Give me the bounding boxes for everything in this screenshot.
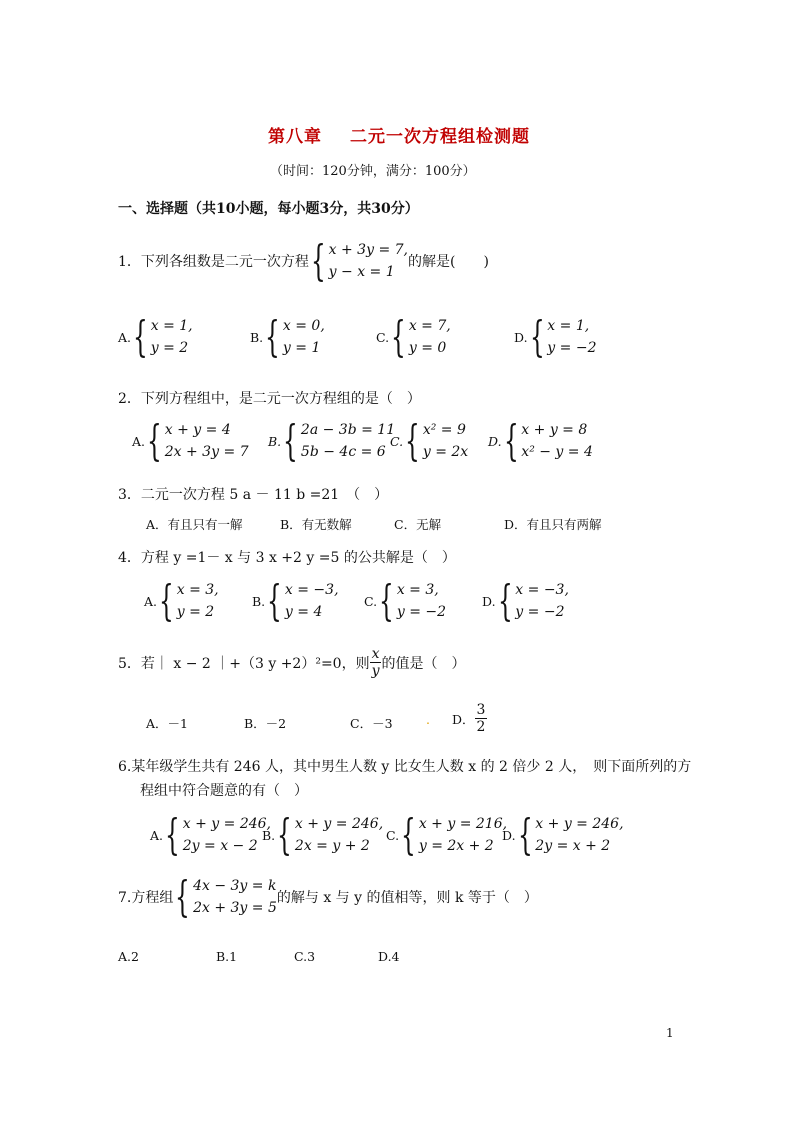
page-number: 1 xyxy=(666,1026,674,1040)
option-row: x = −3, xyxy=(284,582,339,598)
q1-option-a: A. { x = 1, y = 2 xyxy=(118,312,193,361)
option-row: y = −2 xyxy=(547,340,597,356)
option-label: C. xyxy=(386,827,400,843)
q7-eq1: 4x − 3y = k xyxy=(193,878,277,894)
option-row: x² − y = 4 xyxy=(521,444,593,460)
section-heading: 一、选择题（共10小题，每小题3分，共30分） xyxy=(118,201,419,217)
q7-eq2: 2x + 3y = 5 xyxy=(193,900,277,916)
q3-option-b: B．有无数解 xyxy=(280,517,352,532)
q2-option-b: B. { 2a − 3b = 11 5b − 4c = 6 xyxy=(268,416,396,465)
q4-option-a: A. { x = 3, y = 2 xyxy=(144,576,219,625)
option-label: C. xyxy=(376,329,390,345)
question-6-line1: 6.某年级学生共有 246 人，其中男生人数 y 比女生人数 x 的 2 倍少 2 人， 则下面所列的方 xyxy=(118,759,692,775)
q1-option-c: C. { x = 7, y = 0 xyxy=(376,312,451,361)
option-row: x + y = 246, xyxy=(294,816,384,832)
option-row: y = 2x + 2 xyxy=(418,838,494,854)
q1-eq1: x + 3y = 7, xyxy=(328,242,408,258)
option-label: B. xyxy=(262,827,276,843)
q3-option-c: C．无解 xyxy=(394,517,442,532)
option-label: A. xyxy=(132,433,146,449)
question-6-line2: 程组中符合题意的有（ ） xyxy=(140,783,308,799)
option-row: x = 1, xyxy=(547,318,590,334)
option-row: x + y = 246, xyxy=(535,816,624,832)
option-row: 2y = x − 2 xyxy=(182,838,258,854)
q6-option-a: A. { x + y = 246, 2y = x − 2 xyxy=(150,810,271,859)
q5-option-c: C．－3 xyxy=(350,716,393,731)
q7-option-d: D.4 xyxy=(378,949,400,964)
question-7 xyxy=(118,872,538,921)
option-row: y = 2 xyxy=(176,604,215,620)
subtitle: （时间：120分钟，满分：100分） xyxy=(270,164,476,179)
fraction-denominator: y xyxy=(371,663,380,679)
option-row: 2y = x + 2 xyxy=(535,838,611,854)
option-row: x = 7, xyxy=(408,318,451,334)
q4-option-d: D. { x = −3, y = −2 xyxy=(482,576,569,625)
option-label: B. xyxy=(250,329,264,345)
q1-option-d: D. { x = 1, y = −2 xyxy=(514,312,597,361)
option-row: y = 0 xyxy=(408,340,447,356)
q5-stem: 5．若｜ x − 2 ｜+（3 y +2）²=0，则 xyxy=(118,655,370,672)
q5-option-a: A．－1 xyxy=(146,716,188,731)
q5-option-d xyxy=(452,702,487,735)
option-row: x = 1, xyxy=(150,318,193,334)
option-label: D． xyxy=(452,711,475,727)
option-row: y = 2 xyxy=(150,340,189,356)
option-label: D. xyxy=(482,593,496,609)
question-2: 2．下列方程组中，是二元一次方程组的是（ ） xyxy=(118,391,421,407)
q3-option-d: D．有且只有两解 xyxy=(504,517,602,532)
option-label: B. xyxy=(268,433,282,449)
option-row: x² = 9 xyxy=(422,422,466,438)
q1-stem: 1．下列各组数是二元一次方程 xyxy=(118,254,309,270)
option-row: x + y = 4 xyxy=(164,422,231,438)
q1-tail: 的解是( ) xyxy=(408,254,489,270)
fraction-numerator: 3 xyxy=(476,702,486,718)
q4-option-c: C. { x = 3, y = −2 xyxy=(364,576,447,625)
q7-option-b: B.1 xyxy=(216,949,238,964)
option-row: y = 4 xyxy=(284,604,323,620)
q7-tail: 的解与 x 与 y 的值相等，则 k 等于（ ） xyxy=(276,890,538,906)
q5-fraction xyxy=(370,646,382,679)
option-row: x + y = 8 xyxy=(521,422,588,438)
q1-eq2: y − x = 1 xyxy=(328,264,395,280)
q2-option-a: A. { x + y = 4 2x + 3y = 7 xyxy=(132,416,249,465)
option-row: y = 2x xyxy=(422,444,469,460)
fraction-denominator: 2 xyxy=(476,719,486,735)
option-row: y = −2 xyxy=(396,604,447,620)
option-row: y = 1 xyxy=(282,340,321,356)
q1-system: { x + 3y = 7, y − x = 1 xyxy=(310,236,408,285)
option-label: D. xyxy=(502,827,516,843)
option-label: D. xyxy=(514,329,528,345)
chapter-title: 二元一次方程组检测题 xyxy=(350,127,530,147)
q7-stem: 7.方程组 xyxy=(118,890,174,906)
question-5 xyxy=(118,646,465,679)
option-row: x + y = 216, xyxy=(418,816,508,832)
option-row: x = 3, xyxy=(176,582,219,598)
option-row: 2a − 3b = 11 xyxy=(300,422,396,438)
question-3: 3．二元一次方程 5 a － 11 b =21 （ ） xyxy=(118,487,389,503)
option-row: x = −3, xyxy=(515,582,569,598)
q2-option-d: D. { x + y = 8 x² − y = 4 xyxy=(488,416,593,465)
q4-option-b: B. { x = −3, y = 4 xyxy=(252,576,339,625)
q6-option-c: C. { x + y = 216, y = 2x + 2 xyxy=(386,810,508,859)
option-row: x = 3, xyxy=(396,582,439,598)
option-label: C. xyxy=(364,593,378,609)
q7-option-c: C.3 xyxy=(294,949,316,964)
q5-option-b: B．－2 xyxy=(244,716,287,731)
option-label: A. xyxy=(144,593,158,609)
option-label: D. xyxy=(488,433,502,449)
option-row: y = −2 xyxy=(515,604,565,620)
q1-option-b: B. { x = 0, y = 1 xyxy=(250,312,325,361)
q6-option-b: B. { x + y = 246, 2x = y + 2 xyxy=(262,810,384,859)
q7-system: { 4x − 3y = k 2x + 3y = 5 xyxy=(175,872,277,921)
q5-tail: 的值是（ ） xyxy=(381,655,466,672)
q7-option-a: A.2 xyxy=(118,949,139,964)
option-row: 2x + 3y = 7 xyxy=(164,444,249,460)
option-row: x + y = 246, xyxy=(182,816,271,832)
question-1 xyxy=(118,236,489,285)
q6-option-d: D. { x + y = 246, 2y = x + 2 xyxy=(502,810,624,859)
stray-dot: . xyxy=(426,712,430,727)
option-label: C. xyxy=(390,433,404,449)
option-row: 2x = y + 2 xyxy=(294,838,370,854)
option-row: x = 0, xyxy=(282,318,325,334)
q2-option-c: C. { x² = 9 y = 2x xyxy=(390,416,469,465)
question-4: 4．方程 y =1－ x 与 3 x +2 y =5 的公共解是（ ） xyxy=(118,550,456,566)
option-row: 5b − 4c = 6 xyxy=(300,444,386,460)
option-label: A. xyxy=(150,827,164,843)
option-label: B. xyxy=(252,593,266,609)
option-label: A. xyxy=(118,329,132,345)
fraction-numerator: x xyxy=(371,646,380,662)
q3-option-a: A．有且只有一解 xyxy=(146,517,243,532)
page-title xyxy=(268,122,530,147)
chapter-label: 第八章 xyxy=(268,127,322,147)
